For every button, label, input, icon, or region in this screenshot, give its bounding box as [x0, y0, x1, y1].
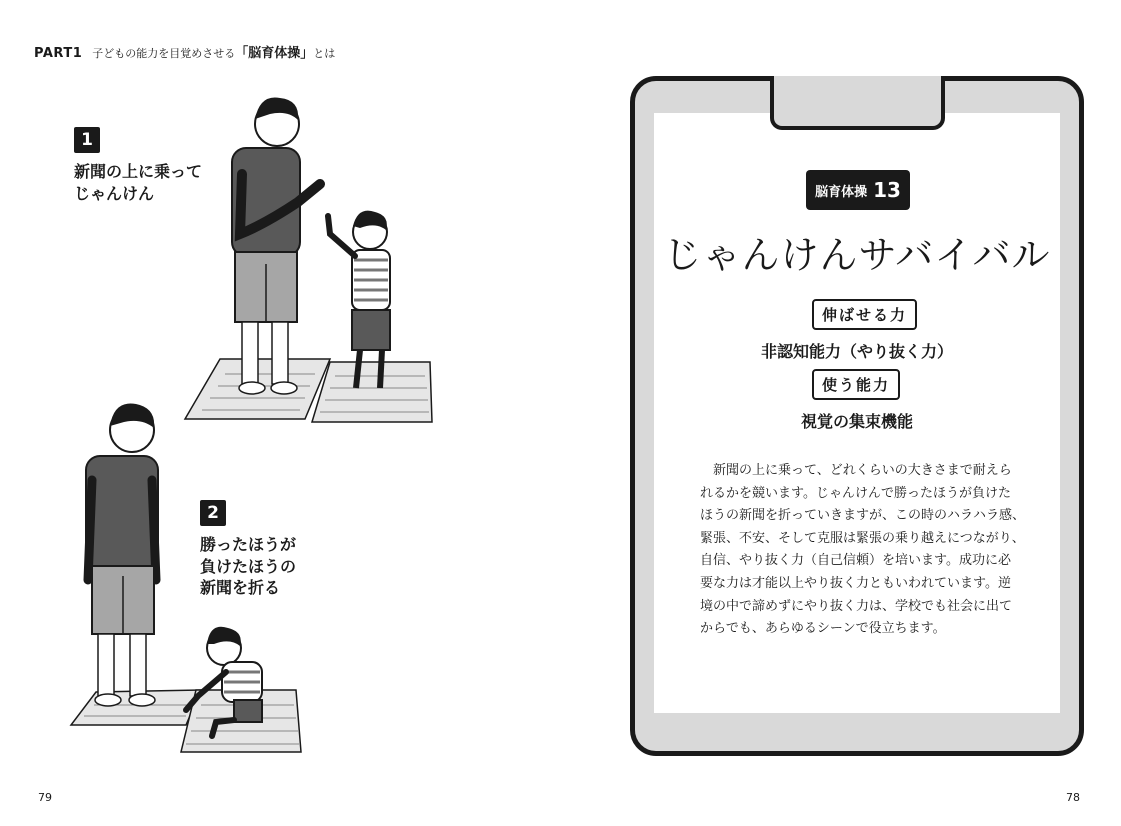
description-line: 境の中で諦めずにやり抜く力は、学校でも社会に出て — [700, 598, 1013, 614]
description-line: ほうの新聞を折っていきますが、この時のハラハラ感、 — [700, 508, 1026, 524]
description-line: 自信、やり抜く力（自己信頼）を培います。成功に必 — [700, 553, 1011, 569]
exercise-title: じゃんけんサバイバル — [663, 233, 1051, 277]
step-number: 1 — [74, 127, 100, 153]
description-line: れるかを競います。じゃんけんで勝ったほうが負けた — [700, 485, 1011, 501]
description-line: からでも、あらゆるシーンで役立ちます。 — [700, 621, 946, 637]
step-text: 勝ったほうが 負けたほうの 新聞を折る — [200, 535, 297, 598]
illustration-folding — [66, 400, 316, 760]
page-number-right: 78 — [1066, 791, 1080, 804]
description-line: 新聞の上に乗って、どれくらいの大きさまで耐えら — [700, 463, 1012, 478]
tag-used-ability: 使う能力 — [812, 369, 900, 400]
running-header — [34, 42, 335, 61]
description — [700, 460, 1030, 641]
exercise-badge — [806, 170, 910, 210]
badge-label: 脳育体操 — [815, 184, 868, 200]
part-label: PART1 — [34, 46, 83, 61]
description-line: 要な力は才能以上やり抜く力ともいわれています。逆 — [700, 575, 1011, 591]
description-line: 緊張、不安、そして克服は緊張の乗り越えにつながり、 — [700, 530, 1025, 546]
tag-developable-ability: 伸ばせる力 — [812, 299, 917, 330]
step-text: 新聞の上に乗って じゃんけん — [74, 162, 203, 203]
ability-used: 視覚の集束機能 — [800, 412, 913, 431]
ability-developed: 非認知能力（やり抜く力） — [760, 342, 953, 361]
clipboard-clip — [770, 76, 945, 130]
header-subtitle: 子どもの能力を目覚めさせる「脳育体操」とは — [92, 46, 336, 61]
step-number: 2 — [200, 500, 226, 526]
illustration-jankenpon — [180, 84, 440, 424]
badge-number: 13 — [873, 178, 901, 202]
page-number-left: 79 — [38, 791, 52, 804]
